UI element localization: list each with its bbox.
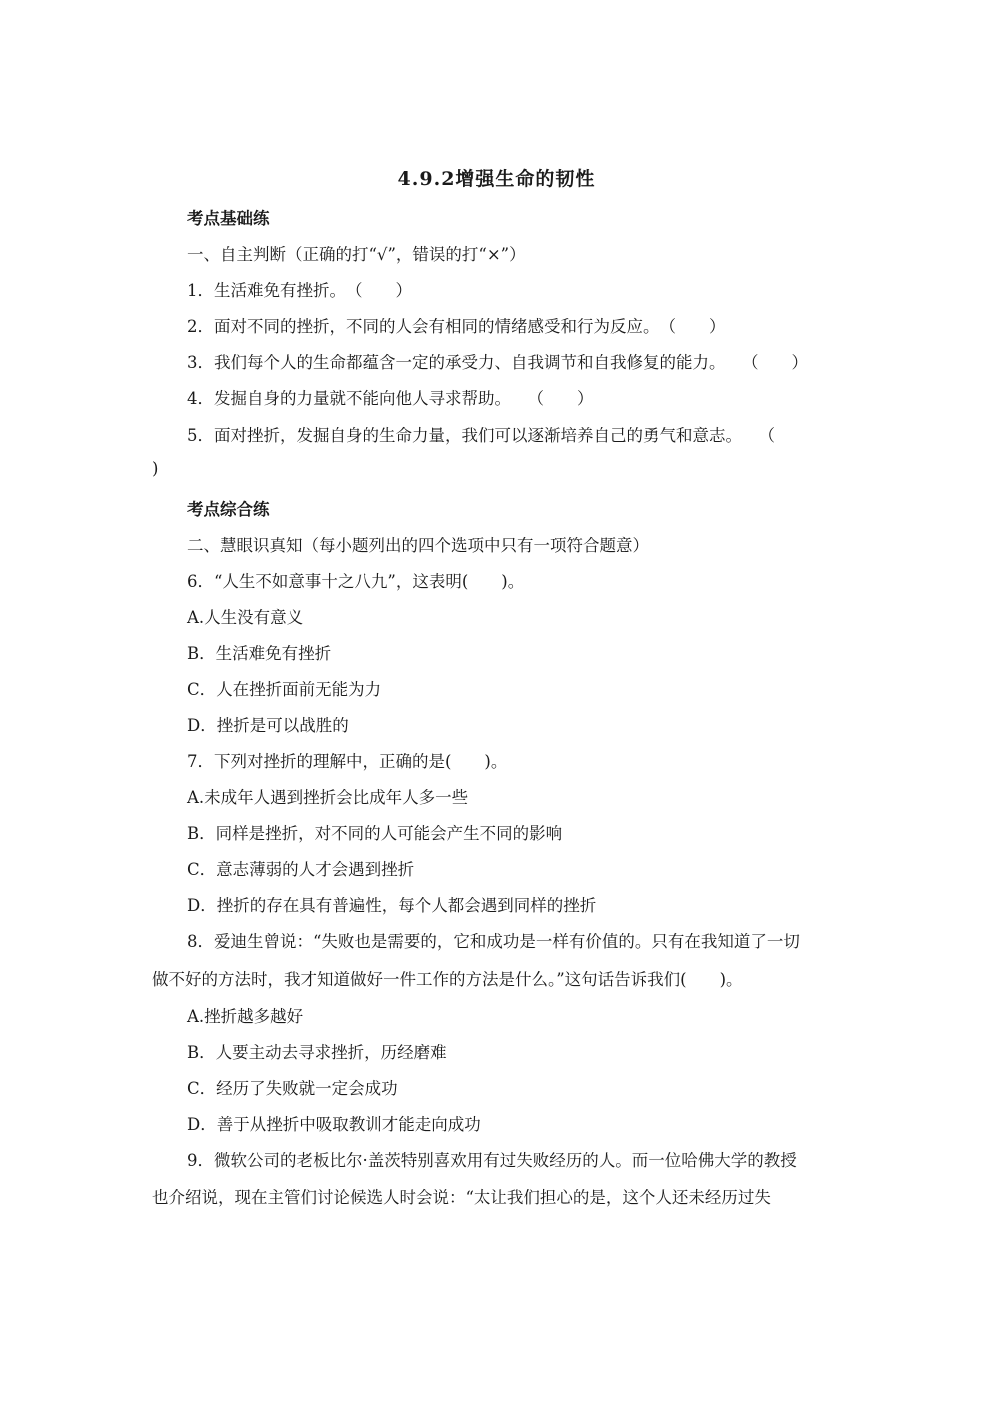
- question-8-option-a: A.挫折越多越好: [187, 1007, 304, 1026]
- question-6-option-a: A.人生没有意义: [187, 608, 304, 627]
- question-7-option-a: A.未成年人遇到挫折会比成年人多一些: [187, 788, 469, 807]
- section-heading-basic: 考点基础练: [187, 209, 270, 228]
- question-9-stem-line-1: 9．微软公司的老板比尔·盖茨特别喜欢用有过失败经历的人。而一位哈佛大学的教授: [187, 1151, 797, 1170]
- question-7-stem: 7．下列对挫折的理解中，正确的是( )。: [187, 752, 508, 771]
- judgment-item-2: 2．面对不同的挫折，不同的人会有相同的情绪感受和行为反应。 （ ）: [187, 317, 726, 336]
- judgment-item-1: 1．生活难免有挫折。 （ ）: [187, 281, 412, 300]
- question-8-stem-line-2: 做不好的方法时，我才知道做好一件工作的方法是什么。”这句话告诉我们( )。: [152, 970, 743, 989]
- section-heading-comprehensive: 考点综合练: [187, 500, 270, 519]
- question-7-option-d: D．挫折的存在具有普遍性，每个人都会遇到同样的挫折: [187, 896, 597, 915]
- question-7-option-b: B．同样是挫折，对不同的人可能会产生不同的影响: [187, 824, 563, 843]
- question-6-option-c: C．人在挫折面前无能为力: [187, 680, 382, 699]
- question-6-option-b: B．生活难免有挫折: [187, 644, 332, 663]
- document-title: 4.9.2增强生命的韧性: [397, 168, 596, 190]
- judgment-item-4: 4．发掘自身的力量就不能向他人寻求帮助。 （ ）: [187, 389, 594, 408]
- judgment-item-5-continuation: ): [152, 459, 159, 478]
- part-title-choice: 二、慧眼识真知（每小题列出的四个选项中只有一项符合题意）: [187, 536, 649, 555]
- question-9-stem-line-2: 也介绍说，现在主管们讨论候选人时会说：“太让我们担心的是，这个人还未经历过失: [152, 1188, 771, 1207]
- question-8-stem-line-1: 8．爱迪生曾说：“失败也是需要的，它和成功是一样有价值的。只有在我知道了一切: [187, 932, 800, 951]
- judgment-item-3: 3．我们每个人的生命都蕴含一定的承受力、自我调节和自我修复的能力。 （ ）: [187, 353, 808, 372]
- part-title-judgment: 一、自主判断（正确的打“√”，错误的打“×”）: [187, 245, 526, 264]
- question-6-option-d: D．挫折是可以战胜的: [187, 716, 349, 735]
- question-6-stem: 6．“人生不如意事十之八九”，这表明( )。: [187, 572, 525, 591]
- judgment-item-5: 5．面对挫折，发掘自身的生命力量，我们可以逐渐培养自己的勇气和意志。 （: [187, 426, 775, 445]
- question-8-option-b: B．人要主动去寻求挫折，历经磨难: [187, 1043, 447, 1062]
- question-8-option-c: C．经历了失败就一定会成功: [187, 1079, 398, 1098]
- question-7-option-c: C．意志薄弱的人才会遇到挫折: [187, 860, 415, 879]
- question-8-option-d: D．善于从挫折中吸取教训才能走向成功: [187, 1115, 481, 1134]
